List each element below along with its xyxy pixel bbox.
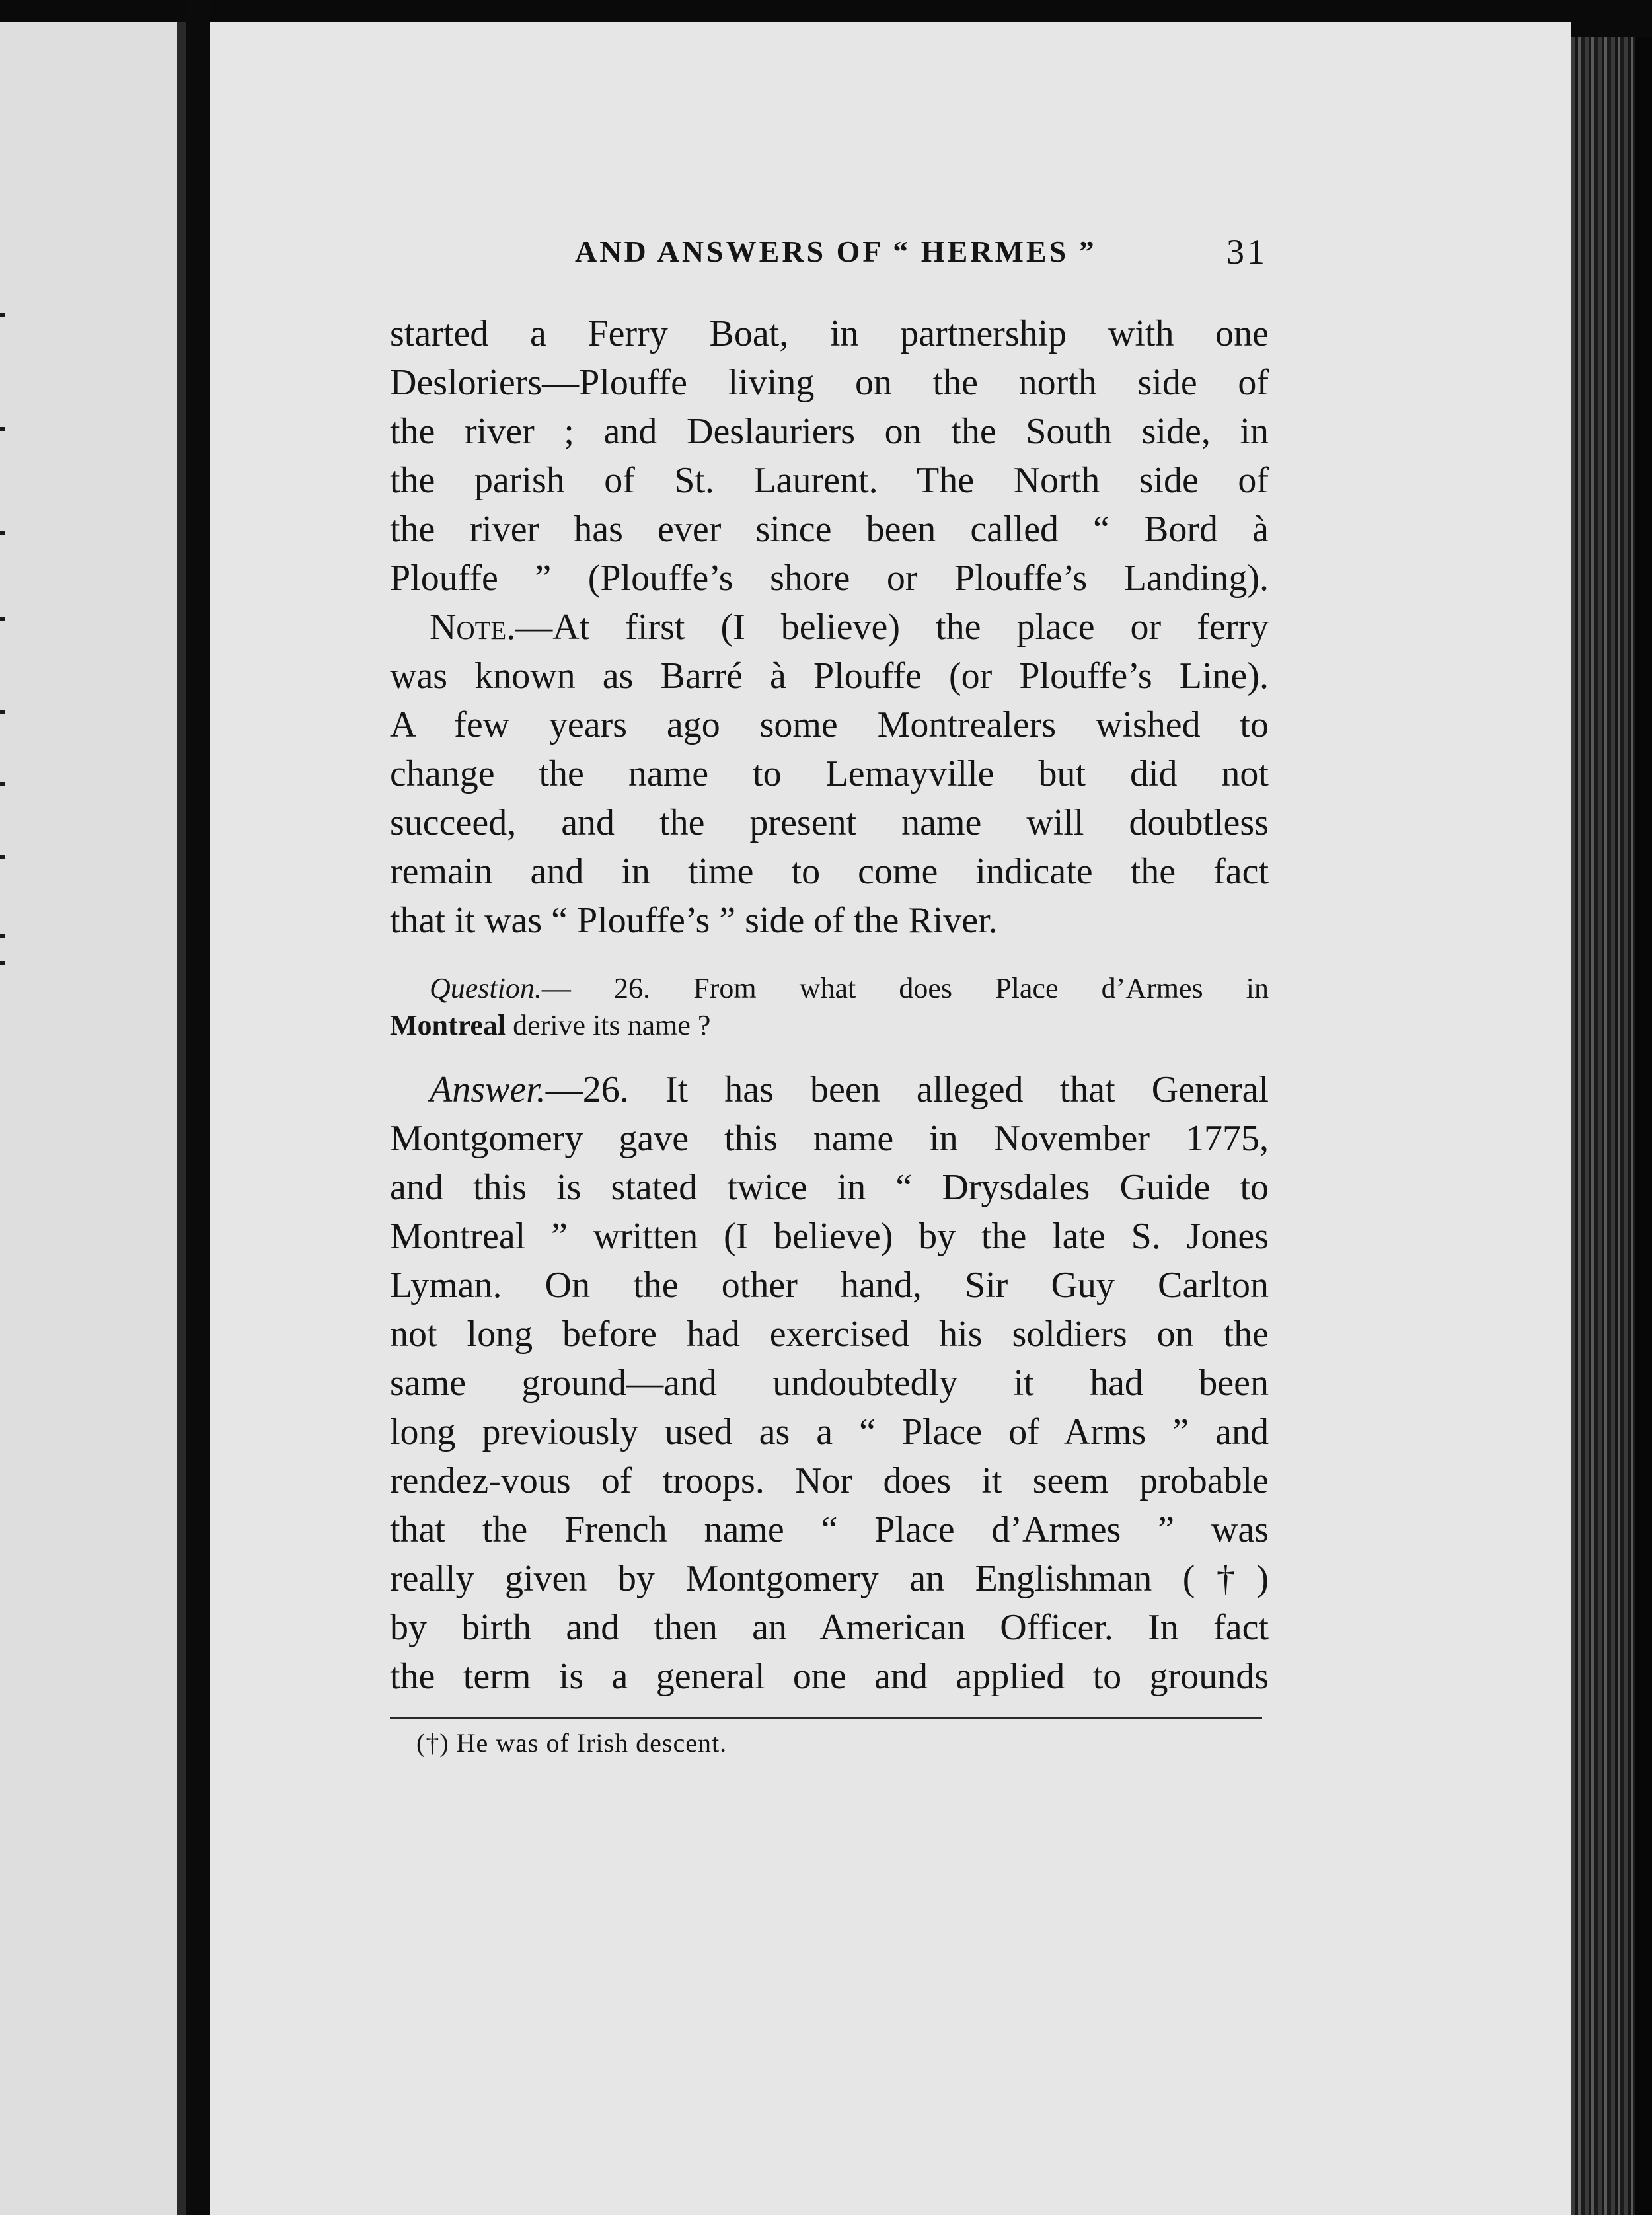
text-line: same ground—and undoubtedly it had been [390,1363,1269,1404]
text-line: Plouffe ” (Plouffe’s shore or Plouffe’s Landing). [390,558,1269,599]
book-cover-edge [1635,37,1652,2215]
footnote-rule [390,1717,1262,1719]
text-line: change the name to Lemayville but did not [390,753,1269,794]
text-line: the river has ever since been called “ Bord à [390,509,1269,550]
text-line: really given by Montgomery an Englishman (†) [390,1558,1269,1599]
text-line: rendez-vous of troops. Nor does it seem probable [390,1460,1269,1501]
margin-mark [0,961,5,965]
facing-page-edge [177,22,186,2215]
margin-mark [0,427,5,431]
text-line: Desloriers—Plouffe living on the north side of [390,362,1269,403]
margin-mark [0,934,5,938]
text-line: started a Ferry Boat, in partnership with one [390,313,1269,354]
margin-mark [0,782,5,786]
text-line: that it was “ Plouffe’s ” side of the River. [390,900,998,941]
paragraph-ferry [390,309,1269,603]
question-26 [390,970,1269,1044]
text-line: by birth and then an American Officer. In fact [390,1607,1269,1648]
text-line: Lyman. On the other hand, Sir Guy Carlton [390,1265,1269,1306]
text-line [390,603,1269,652]
facing-page [0,22,186,2215]
text-line: the river ; and Deslauriers on the South side, in [390,411,1269,452]
text-line: Montreal ” written (I believe) by the late S. Jones [390,1216,1269,1257]
margin-mark [0,855,5,859]
question-line [390,970,1269,1007]
running-head [396,234,1267,274]
page-number: 31 [1226,232,1267,272]
question-text: — 26. From what does Place d’Armes in [541,972,1269,1004]
note-text: —At first (I believe) the place or ferry [515,607,1269,648]
text-line: not long before had exercised his soldiers on the [390,1314,1269,1355]
page-stack-edges [1571,37,1652,2215]
note-label: Note. [430,607,516,648]
text-line: and this is stated twice in “ Drysdales Guide to [390,1167,1269,1208]
text-line: A few years ago some Montrealers wished to [390,704,1269,745]
text-line [390,1065,1269,1114]
answer-paragraph [390,1065,1269,1701]
question-montreal: Montreal [390,1009,506,1041]
book-gutter [186,0,210,2215]
margin-mark [0,313,5,317]
question-text-end: derive its name ? [506,1009,711,1041]
text-line: was known as Barré à Plouffe (or Plouffe’s Line). [390,656,1269,696]
answer-text: —26. It has been alleged that General [545,1069,1269,1110]
margin-mark [0,710,5,714]
text-line: long previously used as a “ Place of Arms ” and [390,1411,1269,1452]
text-line: Montgomery gave this name in November 1775, [390,1118,1269,1159]
answer-label: Answer. [430,1069,546,1110]
running-head-title: AND ANSWERS OF “ HERMES ” [575,235,1097,268]
question-line [390,1007,1269,1044]
footnote: (†) He was of Irish descent. [416,1728,728,1758]
margin-mark [0,531,5,535]
text-line: the parish of St. Laurent. The North side of [390,460,1269,501]
text-line: succeed, and the present name will doubtless [390,802,1269,843]
note-paragraph [390,603,1269,945]
text-line: the term is a general one and applied to grounds [390,1656,1269,1697]
text-line: that the French name “ Place d’Armes ” was [390,1509,1269,1550]
text-line: remain and in time to come indicate the fact [390,851,1269,892]
question-label: Question. [430,972,542,1004]
margin-mark [0,617,5,621]
